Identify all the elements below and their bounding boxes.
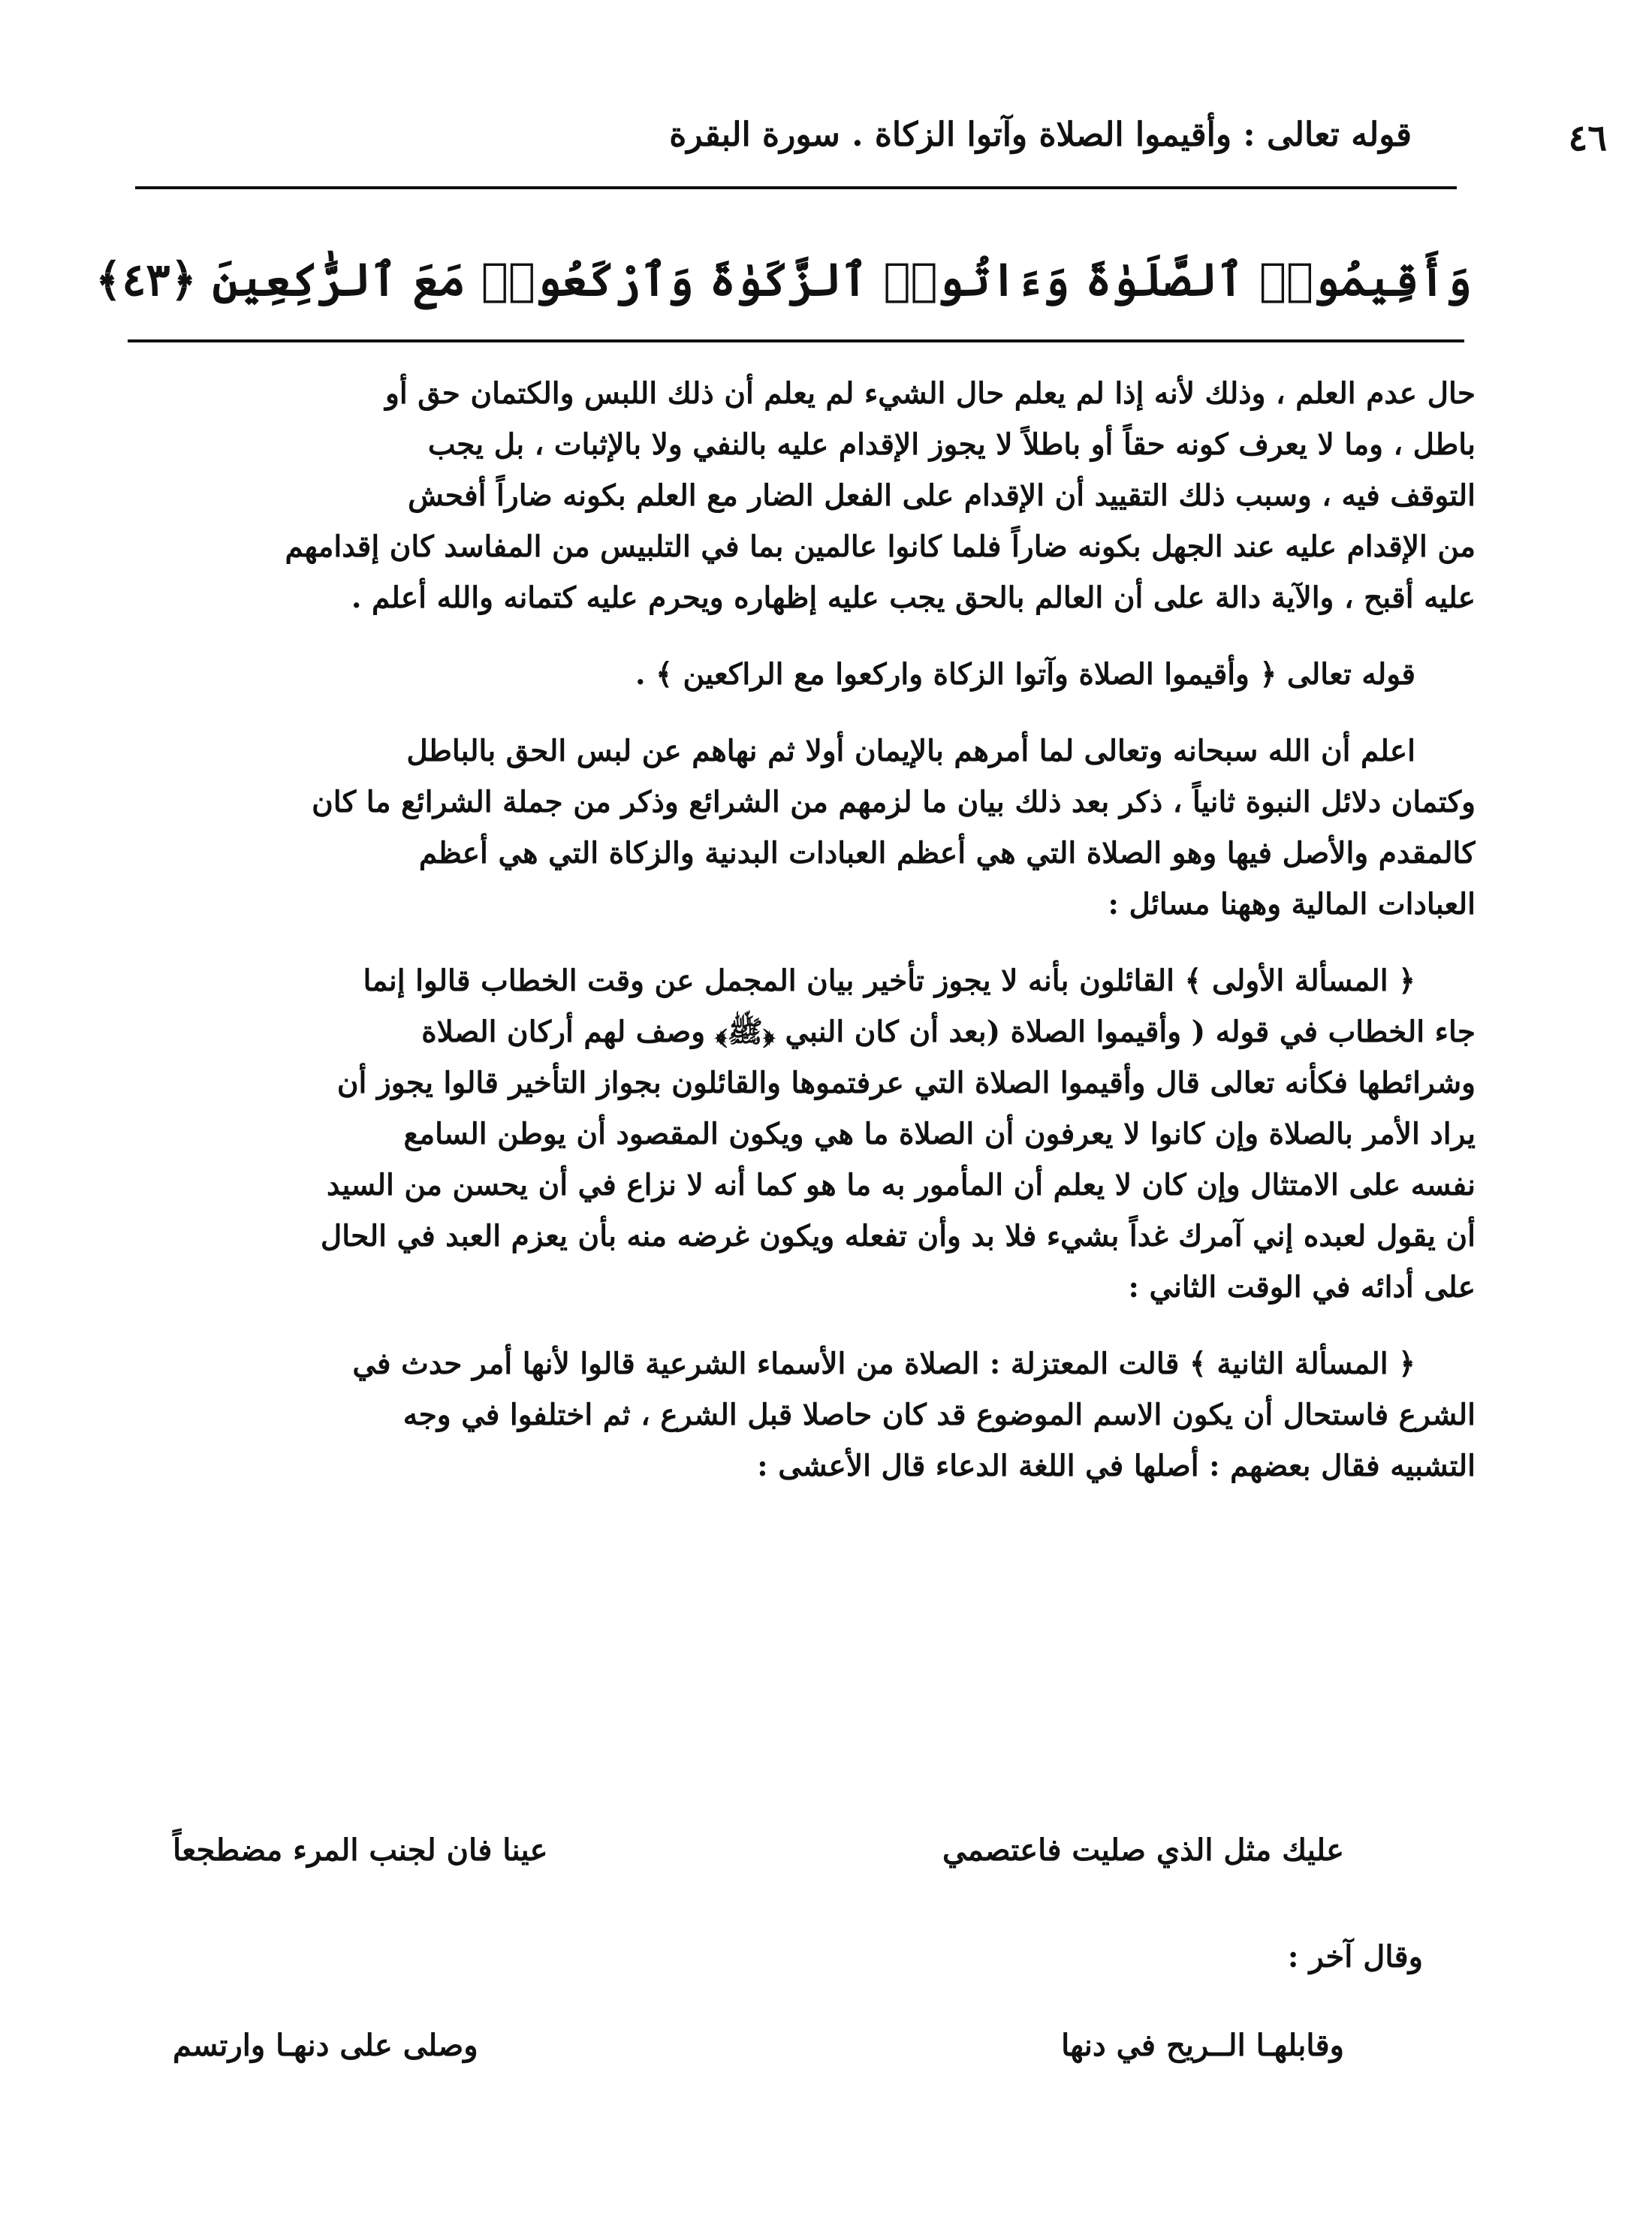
poem-verse-2 xyxy=(173,2028,1344,2088)
text-line: حال عدم العلم ، وذلك لأنه إذا لم يعلم حال الشيء لم يعلم أن ذلك اللبس والكتمان حق أو xyxy=(385,376,1476,411)
text-line: جاء الخطاب في قوله ( وأقيموا الصلاة (بعد أن كان النبي ﴿ﷺ﴾ وصف لهم أركان الصلاة xyxy=(421,1015,1476,1049)
text-line: يراد الأمر بالصلاة وإن كانوا لا يعرفون أن الصلاة ما هي ويكون المقصود أن يوطن السامع xyxy=(403,1117,1476,1151)
paragraph-2 xyxy=(124,649,1476,700)
text-line: من الإقدام عليه عند الجهل بكونه ضاراً فلما كانوا عالمين بما في التلبيس من المفاسد كان إقدامهم xyxy=(285,529,1476,564)
text-line: نفسه على الامتثال وإن كان لا يعلم أن المأمور به ما هو كما أنه لا نزاع في أن يحسن من السيد xyxy=(327,1168,1476,1202)
running-title: قوله تعالى : وأقيموا الصلاة وآتوا الزكاة . سورة البقرة xyxy=(669,116,1412,154)
poem-verse-1 xyxy=(173,1832,1344,1893)
verse-divider xyxy=(128,339,1464,342)
paragraph-4 xyxy=(124,955,1476,1313)
text-line: ﴿ المسألة الأولى ﴾ القائلون بأنه لا يجوز تأخير بيان المجمل عن وقت الخطاب قالوا إنما xyxy=(363,964,1415,998)
paragraph-1 xyxy=(124,368,1476,623)
verse-text: وَأَقِيمُوا۟ ٱلصَّلَوٰةَ وَءَاتُوا۟ ٱلزَّكَوٰةَ وَٱرْكَعُوا۟ مَعَ ٱلرَّٰكِعِينَ ﴿٤٣﴾ xyxy=(95,254,1472,306)
text-line: أن يقول لعبده إني آمرك غداً بشيء فلا بد وأن تفعله ويكون غرضه منه بأن يعزم العبد في الحال xyxy=(320,1219,1476,1253)
poem-first-hemistich: عليك مثل الذي صليت فاعتصمي xyxy=(942,1832,1344,1868)
paragraph-5 xyxy=(124,1338,1476,1492)
text-line: وكتمان دلائل النبوة ثانياً ، ذكر بعد ذلك بيان ما لزمهم من الشرائع وذكر من جملة الشرائع ما كان xyxy=(312,785,1476,819)
text-line: ﴿ المسألة الثانية ﴾ قالت المعتزلة : الصلاة من الأسماء الشرعية قالوا لأنها أمر حدث في xyxy=(352,1347,1415,1381)
text-line: وشرائطها فكأنه تعالى قال وأقيموا الصلاة التي عرفتموها والقائلون بجواز التأخير قالوا يجوز أن xyxy=(336,1066,1476,1100)
paragraph-3 xyxy=(124,725,1476,930)
text-line: على أدائه في الوقت الثاني : xyxy=(1128,1270,1476,1305)
text-line: التوقف فيه ، وسبب ذلك التقييد أن الإقدام على الفعل الضار مع العلم بكونه ضاراً أفحش xyxy=(408,478,1476,513)
quran-verse xyxy=(95,248,1472,323)
text-line: كالمقدم والأصل فيها وهو الصلاة التي هي أعظم العبادات البدنية والزكاة التي هي أعظم xyxy=(418,836,1476,870)
poem-first-hemistich: وقابلهـا الــريح في دنها xyxy=(1061,2028,1344,2063)
text-line: الشرع فاستحال أن يكون الاسم الموضوع قد كان حاصلا قبل الشرع ، ثم اختلفوا في وجه xyxy=(402,1398,1476,1432)
body-text xyxy=(124,368,1476,1517)
text-line: التشبيه فقال بعضهم : أصلها في اللغة الدعاء قال الأعشى : xyxy=(757,1449,1476,1483)
poem-second-hemistich: عينا فان لجنب المرء مضطجعاً xyxy=(173,1832,548,1868)
header-divider xyxy=(135,186,1457,189)
poem-second-hemistich: وصلى على دنهـا وارتسم xyxy=(173,2028,478,2063)
text-line: عليه أقبح ، والآية دالة على أن العالم بالحق يجب عليه إظهاره ويحرم عليه كتمانه والله أعلم . xyxy=(351,581,1476,615)
poem-intro: وقال آخر : xyxy=(1287,1939,1423,1974)
text-line: باطل ، وما لا يعرف كونه حقاً أو باطلاً لا يجوز الإقدام عليه بالنفي ولا بالإثبات ، بل يجب xyxy=(427,427,1476,462)
page-header xyxy=(135,113,1607,165)
text-line: اعلم أن الله سبحانه وتعالى لما أمرهم بالإيمان أولا ثم نهاهم عن لبس الحق بالباطل xyxy=(406,734,1415,768)
page-number: ٤٦ xyxy=(1568,117,1607,159)
text-line: قوله تعالى ﴿ وأقيموا الصلاة وآتوا الزكاة واركعوا مع الراكعين ﴾ . xyxy=(635,657,1415,692)
text-line: العبادات المالية وههنا مسائل : xyxy=(1108,887,1476,921)
